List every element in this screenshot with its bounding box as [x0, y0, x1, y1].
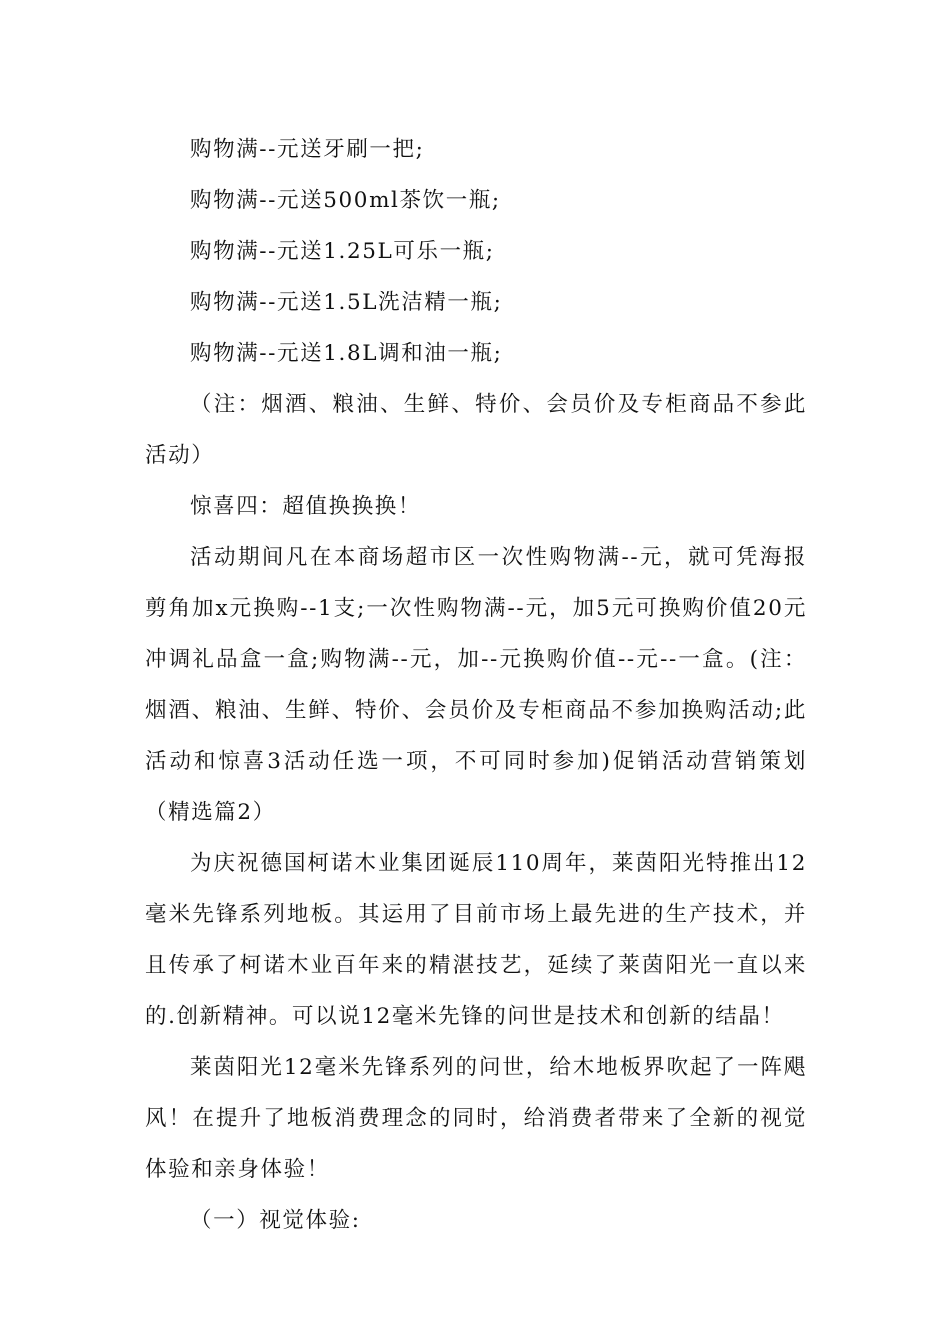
launch-paragraph: 莱茵阳光12毫米先锋系列的问世，给木地板界吹起了一阵飓风！在提升了地板消费理念的同时，给消费者带来了全新的视觉体验和亲身体验！	[145, 1055, 807, 1182]
gift-line-detergent: 购物满--元送1.5L洗洁精一瓶;	[190, 290, 503, 315]
surprise-four-body: 活动期间凡在本商场超市区一次性购物满--元，就可凭海报剪角加x元换购--1支;一次性购物满--元，加5元可换购价值20元冲调礼品盒一盒;购物满--元，加--元换购价值--元--一盒。(注：烟酒、粮油、生鲜、特价、会员价及专柜商品不参加换购活动;此活动和惊喜3活动任选一项，不可同时参加)促销活动营销策划（精选篇2）	[145, 545, 807, 825]
gift-line-tea: 购物满--元送500ml茶饮一瓶;	[190, 188, 501, 213]
gift-line-toothbrush: 购物满--元送牙刷一把;	[190, 137, 425, 162]
gift-line-cola: 购物满--元送1.25L可乐一瓶;	[190, 239, 495, 264]
activity-note: （注：烟酒、粮油、生鲜、特价、会员价及专柜商品不参此活动）	[145, 392, 807, 468]
surprise-four-heading: 惊喜四：超值换换换！	[190, 494, 422, 519]
document-body	[145, 124, 807, 1246]
gift-line-oil: 购物满--元送1.8L调和油一瓶;	[190, 341, 503, 366]
anniversary-paragraph: 为庆祝德国柯诺木业集团诞辰110周年，莱茵阳光特推出12毫米先锋系列地板。其运用了目前市场上最先进的生产技术，并且传承了柯诺木业百年来的精湛技艺，延续了莱茵阳光一直以来的.创新精神。可以说12毫米先锋的问世是技术和创新的结晶！	[145, 851, 807, 1029]
section-visual-heading: （一）视觉体验:	[190, 1208, 361, 1233]
